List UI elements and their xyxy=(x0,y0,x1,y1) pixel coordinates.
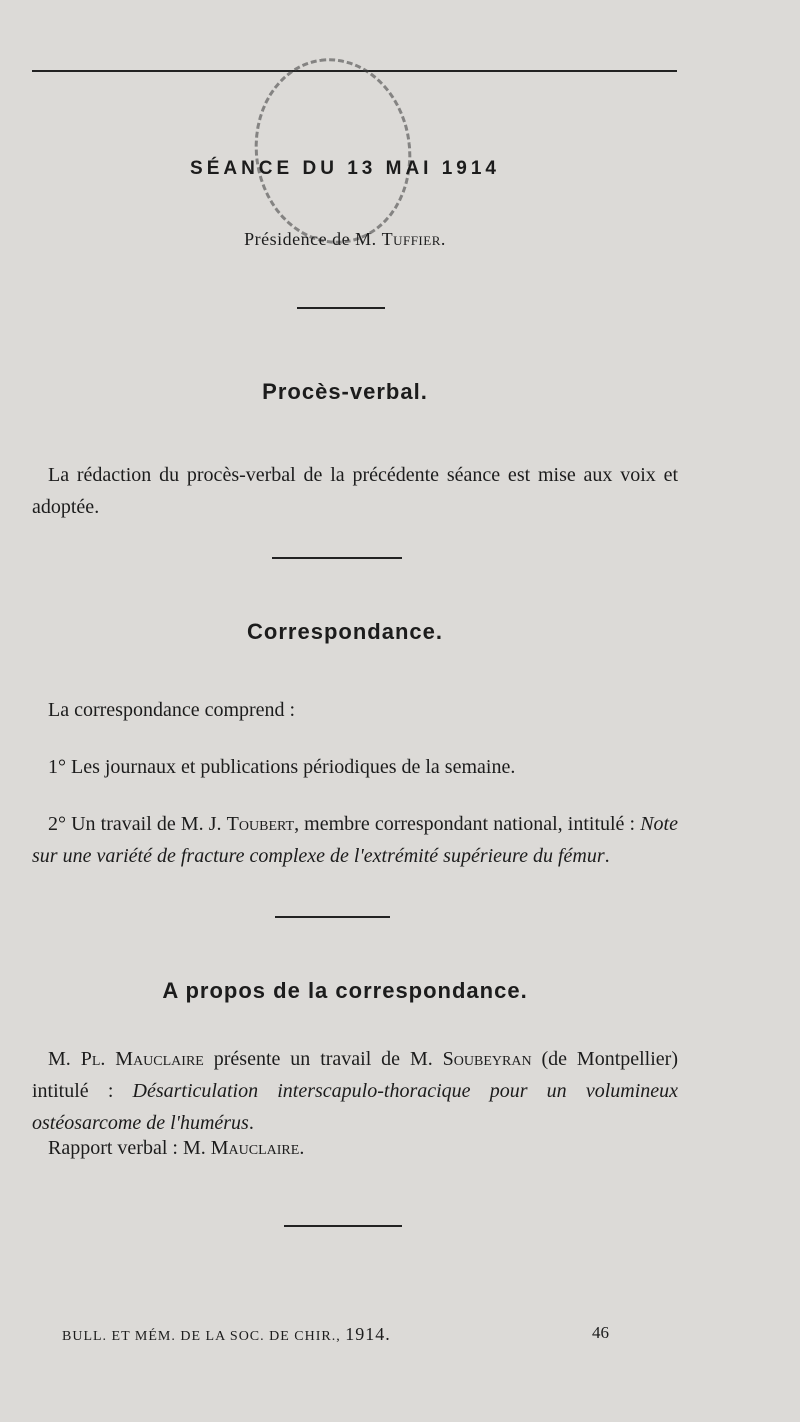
a-propos-paragraph xyxy=(32,1043,678,1139)
section-divider xyxy=(275,916,390,918)
correspondance-item-2 xyxy=(32,808,678,872)
president-name: Tuffier xyxy=(381,229,441,249)
work-title-desarticulation: Désarticulation interscapulo-thoracique pour un volumineux ostéosarcome de l'humérus xyxy=(32,1080,679,1134)
work-title-fracture: Note sur une variété de fracture complexe de l'extrémité supérieure du fémur xyxy=(32,813,678,867)
rapporteur-name: Mauclaire xyxy=(210,1137,300,1159)
presidence-line xyxy=(0,229,690,250)
author-name-soubeyran: Soubeyran xyxy=(442,1048,532,1070)
correspondance-item-1: 1° Les journaux et publications périodiques de la semaine. xyxy=(48,756,516,778)
author-name-mauclaire: Pl. Mauclaire xyxy=(80,1048,204,1070)
item2-middle: , membre correspondant national, intitulé : xyxy=(294,813,641,835)
presidence-prefix: Présidence de M. xyxy=(244,229,382,249)
rapport-verbal xyxy=(32,1132,678,1164)
p1-prefix: M. xyxy=(48,1048,81,1070)
p1-mid1: présente un travail de M. xyxy=(203,1048,443,1070)
section-divider xyxy=(272,557,402,559)
journal-year: 1914. xyxy=(345,1324,391,1344)
author-name-toubert: Toubert xyxy=(226,813,295,835)
section-divider xyxy=(284,1225,402,1227)
proces-verbal-text: La rédaction du procès-verbal de la précédente séance est mise aux voix et adoptée. xyxy=(32,464,678,518)
correspondance-intro: La correspondance comprend : xyxy=(48,699,296,721)
page-number: 46 xyxy=(592,1323,609,1342)
heading-proces-verbal: Procès-verbal. xyxy=(262,379,428,404)
journal-reference: BULL. ET MÉM. DE LA SOC. DE CHIR., xyxy=(62,1329,346,1344)
item2-suffix: . xyxy=(604,845,610,867)
heading-correspondance: Correspondance. xyxy=(247,619,443,644)
presidence-suffix: . xyxy=(440,229,446,249)
library-stamp xyxy=(243,48,423,254)
p2-suffix: . xyxy=(299,1137,305,1159)
item2-prefix: 2° Un travail de M. J. xyxy=(48,813,227,835)
section-divider xyxy=(297,307,385,309)
seance-title: SÉANCE DU 13 MAI 1914 xyxy=(190,158,500,179)
journal-footer xyxy=(62,1324,622,1345)
p1-mid2: (de Montpellier) intitulé : xyxy=(32,1048,678,1102)
p1-suffix: . xyxy=(248,1112,254,1134)
stamp-text xyxy=(246,51,420,250)
p2-prefix: Rapport verbal : M. xyxy=(48,1137,211,1159)
heading-a-propos: A propos de la correspondance. xyxy=(162,978,528,1003)
